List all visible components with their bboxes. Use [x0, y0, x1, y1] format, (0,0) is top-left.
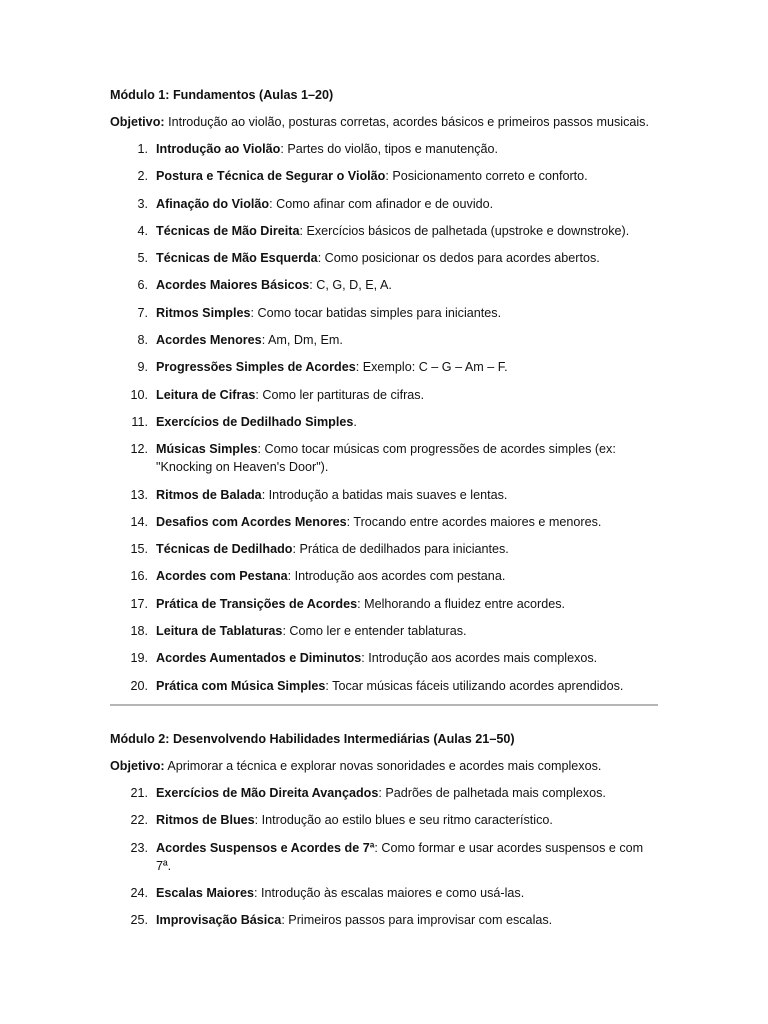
lesson-item — [110, 677, 660, 695]
lesson-title: Ritmos de Blues — [156, 813, 255, 828]
lesson-description: : Trocando entre acordes maiores e menores. — [346, 514, 602, 529]
lesson-number: 5. — [137, 251, 148, 266]
lesson-title: Acordes Suspensos e Acordes de 7ª — [156, 840, 375, 855]
module-2-title: Módulo 2: Desenvolvendo Habilidades Intermediárias (Aulas 21–50) — [110, 731, 515, 746]
lesson-number: 23. — [130, 840, 148, 855]
lesson-item — [110, 386, 660, 404]
section-divider — [110, 704, 658, 706]
lesson-item — [110, 513, 660, 531]
lesson-item — [110, 567, 660, 585]
lesson-item — [110, 649, 660, 667]
lesson-title: Exercícios de Dedilhado Simples — [156, 414, 354, 429]
lesson-item — [110, 195, 660, 213]
lesson-item — [110, 884, 660, 902]
objective-label: Objetivo: — [110, 115, 165, 129]
lesson-number: 25. — [130, 913, 148, 928]
lesson-description: : C, G, D, E, A. — [309, 278, 392, 293]
lesson-description: : Melhorando a fluidez entre acordes. — [357, 596, 566, 611]
lesson-item — [110, 276, 660, 294]
lesson-number: 13. — [130, 487, 148, 502]
lesson-number: 22. — [130, 813, 148, 828]
lesson-description: : Como ler e entender tablaturas. — [282, 624, 467, 639]
lesson-item — [110, 222, 660, 240]
lesson-item — [110, 911, 660, 929]
lesson-title: Postura e Técnica de Segurar o Violão — [156, 169, 386, 184]
lesson-title: Exercícios de Mão Direita Avançados — [156, 785, 379, 800]
lesson-title: Técnicas de Mão Direita — [156, 223, 300, 238]
lesson-title: Leitura de Tablaturas — [156, 624, 283, 639]
lesson-item — [110, 358, 660, 376]
lesson-number: 18. — [130, 624, 148, 639]
lesson-number: 2. — [137, 169, 148, 184]
lesson-description: : Partes do violão, tipos e manutenção. — [280, 142, 499, 156]
lesson-item — [110, 167, 660, 185]
lesson-number: 1. — [137, 142, 148, 156]
lesson-title: Improvisação Básica — [156, 913, 282, 928]
lesson-number: 19. — [130, 651, 148, 666]
lesson-description: : Como afinar com afinador e de ouvido. — [269, 196, 494, 211]
lesson-title: Prática de Transições de Acordes — [156, 596, 358, 611]
lesson-title: Ritmos de Balada — [156, 487, 262, 502]
lesson-number: 6. — [137, 278, 148, 293]
module-2-objective — [110, 757, 660, 775]
lesson-title: Escalas Maiores — [156, 885, 255, 900]
lesson-description: : Am, Dm, Em. — [261, 333, 343, 348]
objective-text: Aprimorar a técnica e explorar novas sonoridades e acordes mais complexos. — [164, 758, 602, 773]
lesson-description: : Exemplo: C – G – Am – F. — [355, 360, 508, 375]
lesson-number: 20. — [130, 678, 148, 693]
lesson-description: : Introdução ao estilo blues e seu ritmo característico. — [254, 813, 553, 828]
lesson-number: 9. — [137, 360, 148, 375]
objective-label: Objetivo: — [110, 758, 165, 773]
lesson-title: Leitura de Cifras — [156, 387, 256, 402]
lesson-item — [110, 249, 660, 267]
module-2-lesson-list — [110, 784, 660, 929]
lesson-description: : Introdução a batidas mais suaves e lentas. — [261, 487, 508, 502]
lesson-item — [110, 595, 660, 613]
lesson-number: 24. — [130, 885, 148, 900]
lesson-number: 8. — [137, 333, 148, 348]
lesson-item — [110, 622, 660, 640]
lesson-number: 11. — [131, 414, 148, 429]
lesson-title: Técnicas de Dedilhado — [156, 542, 293, 557]
lesson-description: : Como posicionar os dedos para acordes abertos. — [317, 251, 600, 266]
lesson-item — [110, 540, 660, 558]
lesson-title: Ritmos Simples — [156, 305, 251, 320]
lesson-description: : Padrões de palhetada mais complexos. — [378, 785, 606, 800]
lesson-item — [110, 304, 660, 322]
lesson-title: Acordes Maiores Básicos — [156, 278, 310, 293]
lesson-description: : Como formar e usar acordes suspensos e com 7ª. — [156, 840, 644, 873]
lesson-description: : Como ler partituras de cifras. — [255, 387, 425, 402]
lesson-item — [110, 140, 660, 158]
lesson-item — [110, 784, 660, 802]
lesson-number: 10. — [130, 387, 148, 402]
lesson-item — [110, 413, 660, 431]
lesson-title: Desafios com Acordes Menores — [156, 514, 347, 529]
document-content — [110, 86, 660, 938]
lesson-number: 16. — [130, 569, 148, 584]
lesson-title: Acordes com Pestana — [156, 569, 288, 584]
lesson-item — [110, 811, 660, 829]
lesson-item — [110, 839, 660, 875]
lesson-number: 15. — [130, 542, 148, 557]
lesson-description: : Tocar músicas fáceis utilizando acordes aprendidos. — [325, 678, 624, 693]
lesson-title: Progressões Simples de Acordes — [156, 360, 356, 375]
lesson-description: : Posicionamento correto e conforto. — [385, 169, 588, 184]
lesson-description: . — [353, 414, 357, 429]
lesson-item — [110, 440, 660, 476]
lesson-item — [110, 331, 660, 349]
module-1-objective — [110, 113, 660, 131]
lesson-description: : Introdução às escalas maiores e como usá-las. — [254, 885, 525, 900]
lesson-item — [110, 486, 660, 504]
lesson-description: : Prática de dedilhados para iniciantes. — [292, 542, 509, 557]
lesson-description: : Como tocar batidas simples para iniciantes. — [250, 305, 502, 320]
module-1-lesson-list — [110, 140, 660, 695]
objective-text: Introdução ao violão, posturas corretas, acordes básicos e primeiros passos musicais. — [164, 115, 649, 129]
lesson-title: Músicas Simples — [156, 442, 258, 457]
lesson-number: 4. — [137, 223, 148, 238]
lesson-description: : Primeiros passos para improvisar com escalas. — [281, 913, 553, 928]
lesson-number: 3. — [137, 196, 148, 211]
lesson-title: Acordes Aumentados e Diminutos — [156, 651, 362, 666]
lesson-number: 12. — [130, 442, 148, 457]
lesson-number: 7. — [137, 305, 148, 320]
lesson-title: Prática com Música Simples — [156, 678, 326, 693]
lesson-number: 21. — [130, 785, 148, 800]
lesson-title: Acordes Menores — [156, 333, 262, 348]
lesson-description: : Exercícios básicos de palhetada (upstroke e downstroke). — [299, 223, 630, 238]
lesson-title: Introdução ao Violão — [156, 142, 281, 156]
lesson-number: 14. — [130, 514, 148, 529]
lesson-title: Afinação do Violão — [156, 196, 270, 211]
module-1-title: Módulo 1: Fundamentos (Aulas 1–20) — [110, 88, 334, 102]
lesson-description: : Como tocar músicas com progressões de acordes simples (ex: "Knocking on Heaven's Door"). — [156, 442, 616, 475]
lesson-title: Técnicas de Mão Esquerda — [156, 251, 318, 266]
lesson-number: 17. — [130, 596, 148, 611]
lesson-description: : Introdução aos acordes mais complexos. — [361, 651, 598, 666]
lesson-description: : Introdução aos acordes com pestana. — [287, 569, 506, 584]
